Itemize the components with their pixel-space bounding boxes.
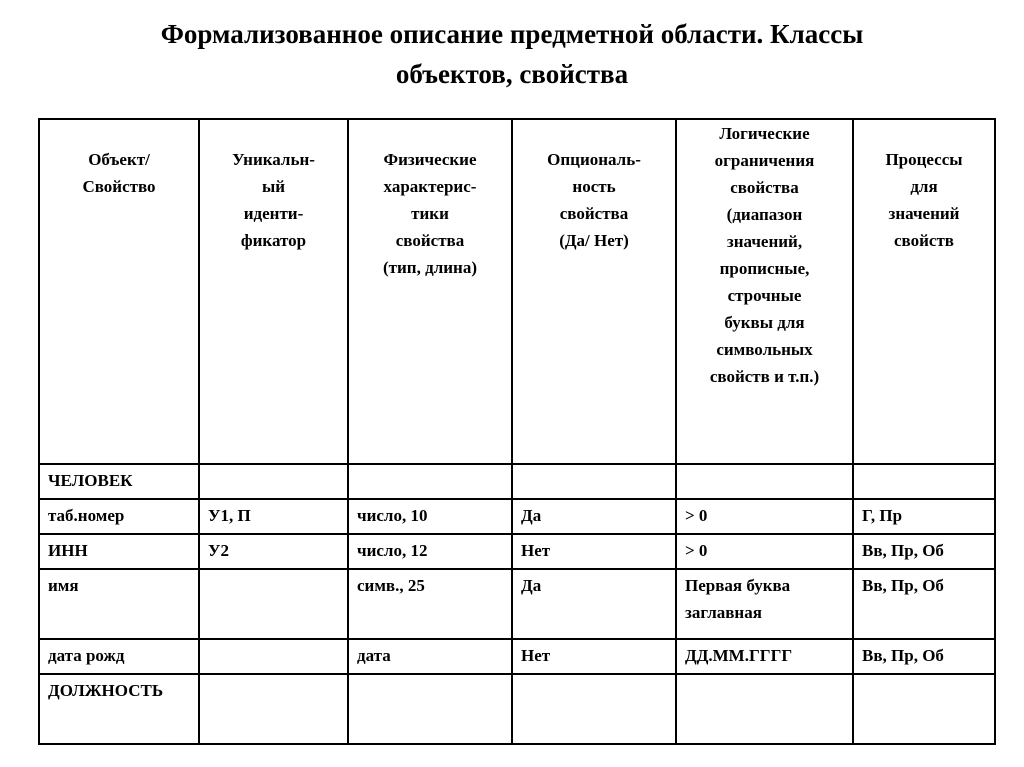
title-line-1: Формализованное описание предметной области. Классы — [160, 19, 864, 49]
table-cell — [348, 464, 512, 499]
table-cell: Нет — [512, 534, 676, 569]
table-row — [39, 464, 995, 499]
header-cell-physical — [348, 119, 512, 464]
table-cell — [512, 674, 676, 744]
table-cell — [199, 569, 348, 639]
table-cell — [853, 674, 995, 744]
table-cell: Вв, Пр, Об — [853, 639, 995, 674]
header-label: Объект/ Свойство — [82, 150, 156, 196]
header-label: Физические характерис- тики свойства (тип, длина) — [383, 150, 477, 277]
header-cell-logical — [676, 119, 853, 464]
table-row — [39, 674, 995, 744]
header-label: Опциональ- ность свойства (Да/ Нет) — [547, 150, 641, 250]
table-cell: ЧЕЛОВЕК — [39, 464, 199, 499]
table-cell — [676, 674, 853, 744]
table-cell — [199, 674, 348, 744]
table-cell: У2 — [199, 534, 348, 569]
table-cell: > 0 — [676, 499, 853, 534]
table-cell: Да — [512, 499, 676, 534]
table-cell: Нет — [512, 639, 676, 674]
table-cell: Да — [512, 569, 676, 639]
table-cell: > 0 — [676, 534, 853, 569]
table-row — [39, 534, 995, 569]
header-label: Логические ограничения свойства (диапазон значений, прописные, строчные буквы для символьных свойств и т.п.) — [709, 124, 820, 386]
table-cell: дата — [348, 639, 512, 674]
table-cell: дата рожд — [39, 639, 199, 674]
header-cell-unique-id — [199, 119, 348, 464]
table-cell: Первая буква заглавная — [676, 569, 853, 639]
table-row — [39, 499, 995, 534]
table-cell: Вв, Пр, Об — [853, 569, 995, 639]
table-cell: Г, Пр — [853, 499, 995, 534]
table-cell — [348, 674, 512, 744]
header-cell-object — [39, 119, 199, 464]
table-cell — [199, 464, 348, 499]
table-row — [39, 569, 995, 639]
table-cell: симв., 25 — [348, 569, 512, 639]
table-row — [39, 639, 995, 674]
table-cell — [853, 464, 995, 499]
table-header-row — [39, 119, 995, 464]
table-cell: число, 10 — [348, 499, 512, 534]
table-cell — [676, 464, 853, 499]
table-cell: ДОЛЖНОСТЬ — [39, 674, 199, 744]
table-cell: число, 12 — [348, 534, 512, 569]
table-cell: таб.номер — [39, 499, 199, 534]
table-cell — [199, 639, 348, 674]
header-cell-processes — [853, 119, 995, 464]
header-label: Процессы для значений свойств — [885, 150, 963, 250]
properties-table — [38, 118, 996, 745]
header-cell-optional — [512, 119, 676, 464]
table-cell: У1, П — [199, 499, 348, 534]
table-cell: имя — [39, 569, 199, 639]
page-title — [0, 14, 1024, 94]
title-line-2: объектов, свойства — [395, 59, 629, 89]
table-cell: Вв, Пр, Об — [853, 534, 995, 569]
table-cell: ИНН — [39, 534, 199, 569]
table-cell — [512, 464, 676, 499]
header-label: Уникальн- ый иденти- фикатор — [232, 150, 315, 250]
table-cell: ДД.ММ.ГГГГ — [676, 639, 853, 674]
